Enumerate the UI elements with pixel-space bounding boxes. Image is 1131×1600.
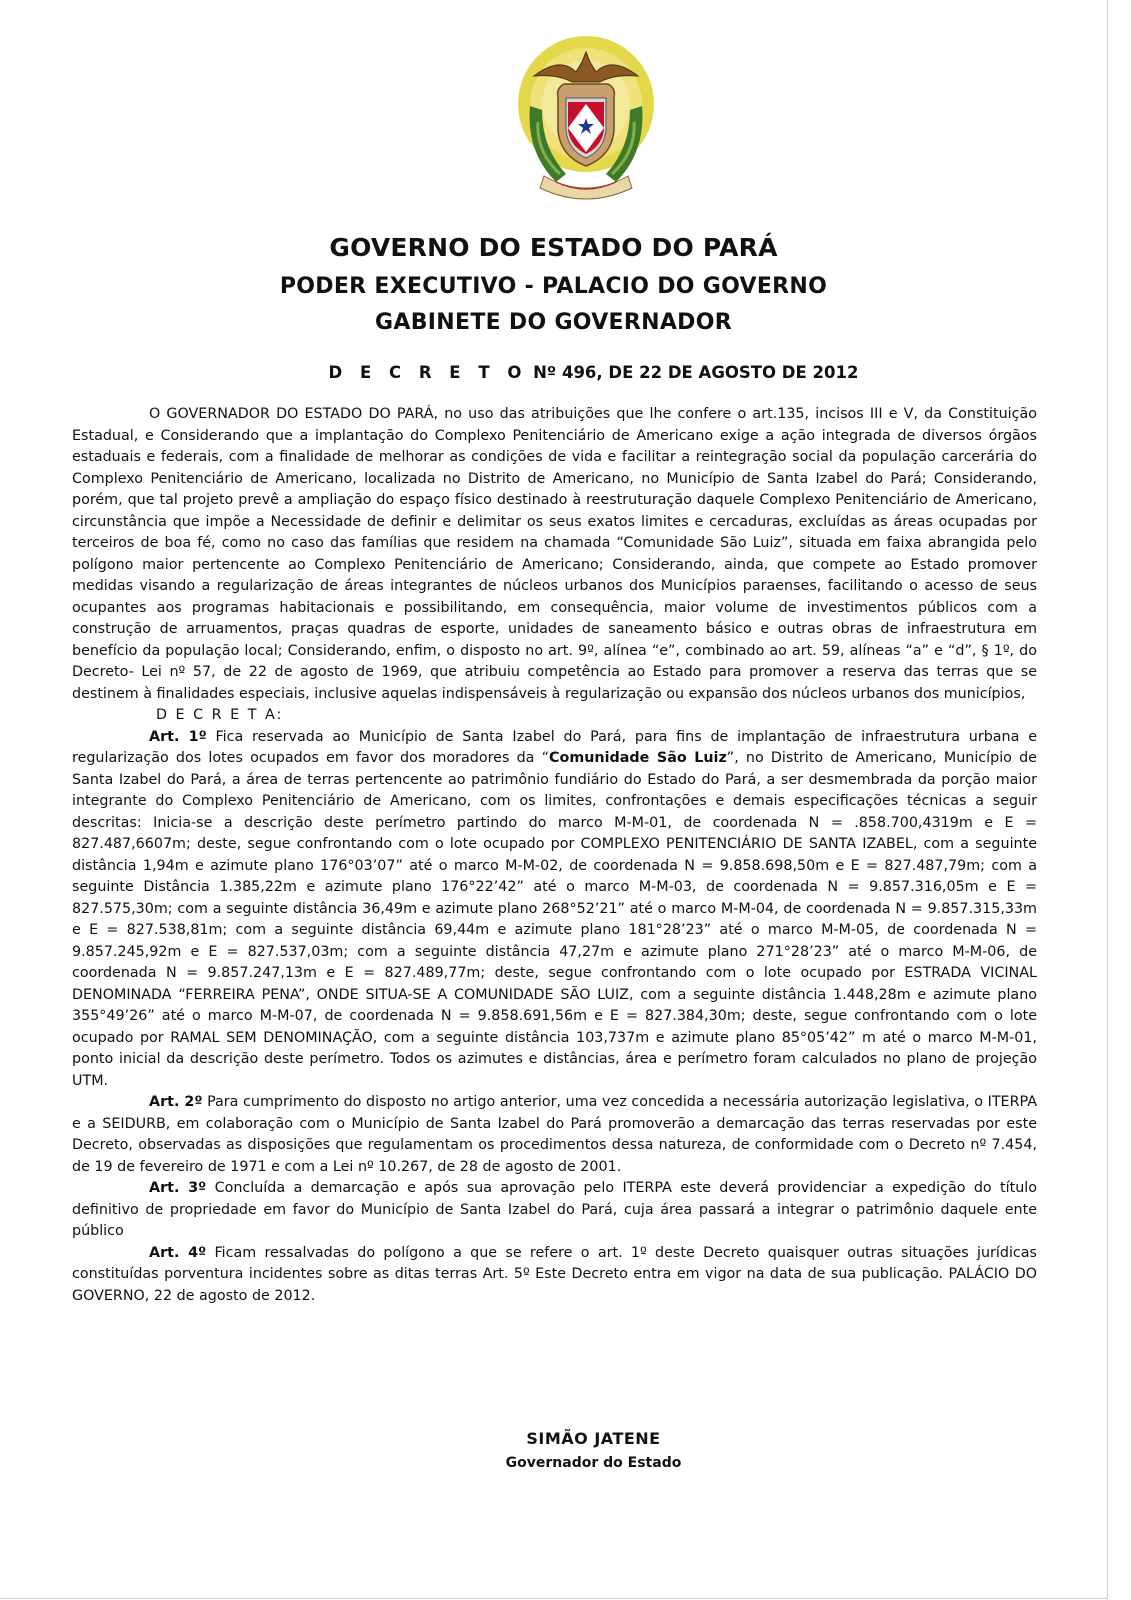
article-4-text: Ficam ressalvadas do polígono a que se refere o art. 1º deste Decreto quaisquer outras situações jurídicas constituídas porventura incidentes sobre as ditas terras Art. 5º Este Decreto entra em vigor na data de sua publicação. PALÁCIO DO GOVERNO, 22 de agosto de 2012. [72,1244,1038,1304]
header-line-2: PODER EXECUTIVO - PALACIO DO GOVERNO [279,274,828,299]
article-1-bold: Comunidade São Luiz [549,750,727,766]
article-1-text-a: Fica reservada ao Município de Santa Izabel do Pará, para fins de implantação de infraestrutura urbana e regularização dos lotes ocupados em favor dos moradores da “ [72,728,1037,766]
header-line-3: GABINETE DO GOVERNADOR [375,310,732,335]
header-line-1: GOVERNO DO ESTADO DO PARÁ [329,233,778,262]
signatory-role: Governador do Estado [505,1455,682,1471]
article-4-label: Art. 4º [149,1244,207,1261]
decree-title [0,363,1131,382]
article-1-text-b: ”, no Distrito de Americano, Município de Santa Izabel do Pará, a área de terras pertencente ao patrimônio fundiário do Estado do Pará, a ser desmembrada da porção maior integrante do Complexo Penitenciário de Americano, com os limites, confrontações e demais especificações técnicas a seguir descritas: Inicia-se a descrição deste perímetro partindo do marco M-M-01, de coordenada N = .858.700,4319m e E = 827.487,6607m; deste, segue confrontando com o lote ocupado por COMPLEXO PENITENCIÁRIO DE SANTA IZABEL, com a seguinte distância 1,94m e azimute plano 176°03’07” até o marco M-M-02, de coordenada N = 9.858.698,50m e E = 827.487,79m; com a seguinte Distância 1.385,22m e azimute plano 176°22’42” até o marco M-M-03, de coordenada N = 9.857.316,05m e E = 827.575,30m; com a seguinte distância 36,49m e azimute plano 268°52’21” até o marco M-M-04, de coordenada N = 9.857.315,33m e E = 827.538,81m; com a seguinte distância 69,44m e azimute plano 181°28’23” até o marco M-M-05, de coordenada N = 9.857.245,92m e E = 827.537,03m; com a seguinte distância 47,27m e azimute plano 271°28’23” até o marco M-M-06, de coordenada N = 9.857.247,13m e E = 827.489,77m; deste, segue confrontando com o lote ocupado por ESTRADA VICINAL DENOMINADA “FERREIRA PENA”, ONDE SITUA-SE A COMUNIDADE SÃO LUIZ, com a seguinte distância 1.448,28m e azimute plano 355°49’26” até o marco M-M-07, de coordenada N = 9.858.691,56m e E = 827.384,30m; deste, segue confrontando com o lote ocupado por RAMAL SEM DENOMINAÇÃO, com a seguinte distância 103,737m e azimute plano 85°05’42” m até o marco M-M-01, ponto inicial da descrição deste perímetro. Todos os azimutes e distâncias, área e perímetro foram calculados no plano de projeção UTM. [72,750,1037,1089]
decree-label: D E C R E T O [328,363,528,382]
preamble-paragraph: O GOVERNADOR DO ESTADO DO PARÁ, no uso das atribuições que lhe confere o art.135, incisos III e V, da Constituição Estadual, e Considerando que a implantação do Complexo Penitenciário de Americano exige a ação integrada de diversos órgãos estaduais e federais, com a finalidade de melhorar as condições de vida e facilitar a reintegração social da população carcerária do Complexo Penitenciário de Americano, localizada no Distrito de Americano, no Município de Santa Izabel do Pará; Considerando, porém, que tal projeto prevê a ampliação do espaço físico destinado à reestruturação daquele Complexo Penitenciário de Americano, circunstância que impõe a Necessidade de definir e delimitar os seus exatos limites e cercaduras, excluídas as áreas ocupadas por terceiros de boa fé, como no caso das famílias que residem na chamada “Comunidade São Luiz”, situada em faixa abrangida pelo polígono maior pertencente ao Complexo Penitenciário de Americano; Considerando, ainda, que compete ao Estado promover medidas visando a regularização de áreas integrantes de núcleos urbanos dos Municípios paraenses, facilitando o acesso de seus ocupantes aos programas habitacionais e possibilitando, em consequência, maior volume de investimentos públicos com a construção de arruamentos, praças quadras de esporte, unidades de saneamento básico e outras obras de infraestrutura em benefício da população local; Considerando, enfim, o disposto no art. 9º, alínea “e”, combinado ao art. 59, alíneas “a” e “d”, § 1º, do Decreto- Lei nº 57, de 22 de agosto de 1969, que atribuiu competência ao Estado para promover a reserva das terras que se destinem à finalidades especiais, inclusive aquelas indispensáveis à regularização ou expansão dos núcleos urbanos dos municípios, [72,406,1037,702]
decree-number-date: Nº 496, DE 22 DE AGOSTO DE 2012 [527,363,859,382]
article-1-label: Art. 1º [149,728,207,745]
article-3 [72,1178,1037,1243]
article-3-label: Art. 3º [149,1180,207,1196]
article-4 [72,1243,1037,1308]
decreta-line: D E C R E T A: [156,707,284,723]
article-3-text: Concluída a demarcação e após sua aprovação pelo ITERPA este deverá providenciar a expedição do título definitivo de propriedade em favor do Município de Santa Izabel do Pará, cuja área passará a integrar o patrimônio daquele ente público [72,1180,1038,1239]
article-2-text: Para cumprimento do disposto no artigo anterior, uma vez concedida a necessária autorização legislativa, o ITERPA e a SEIDURB, em colaboração com o Município de Santa Izabel do Pará promoverão a demarcação das terras reservadas por este Decreto, observadas as disposições que regulamentam os procedimentos dessa natureza, de conformidade com o Decreto nº 7.454, de 19 de fevereiro de 1971 e com a Lei nº 10.267, de 28 de agosto de 2001. [72,1094,1038,1175]
signatory-name: SIMÃO JATENE [526,1429,661,1448]
article-1 [72,727,1037,1093]
article-2-label: Art. 2º [149,1094,203,1110]
state-coat-of-arms [516,32,656,206]
decree-body [72,404,1037,1307]
article-2 [72,1092,1037,1178]
